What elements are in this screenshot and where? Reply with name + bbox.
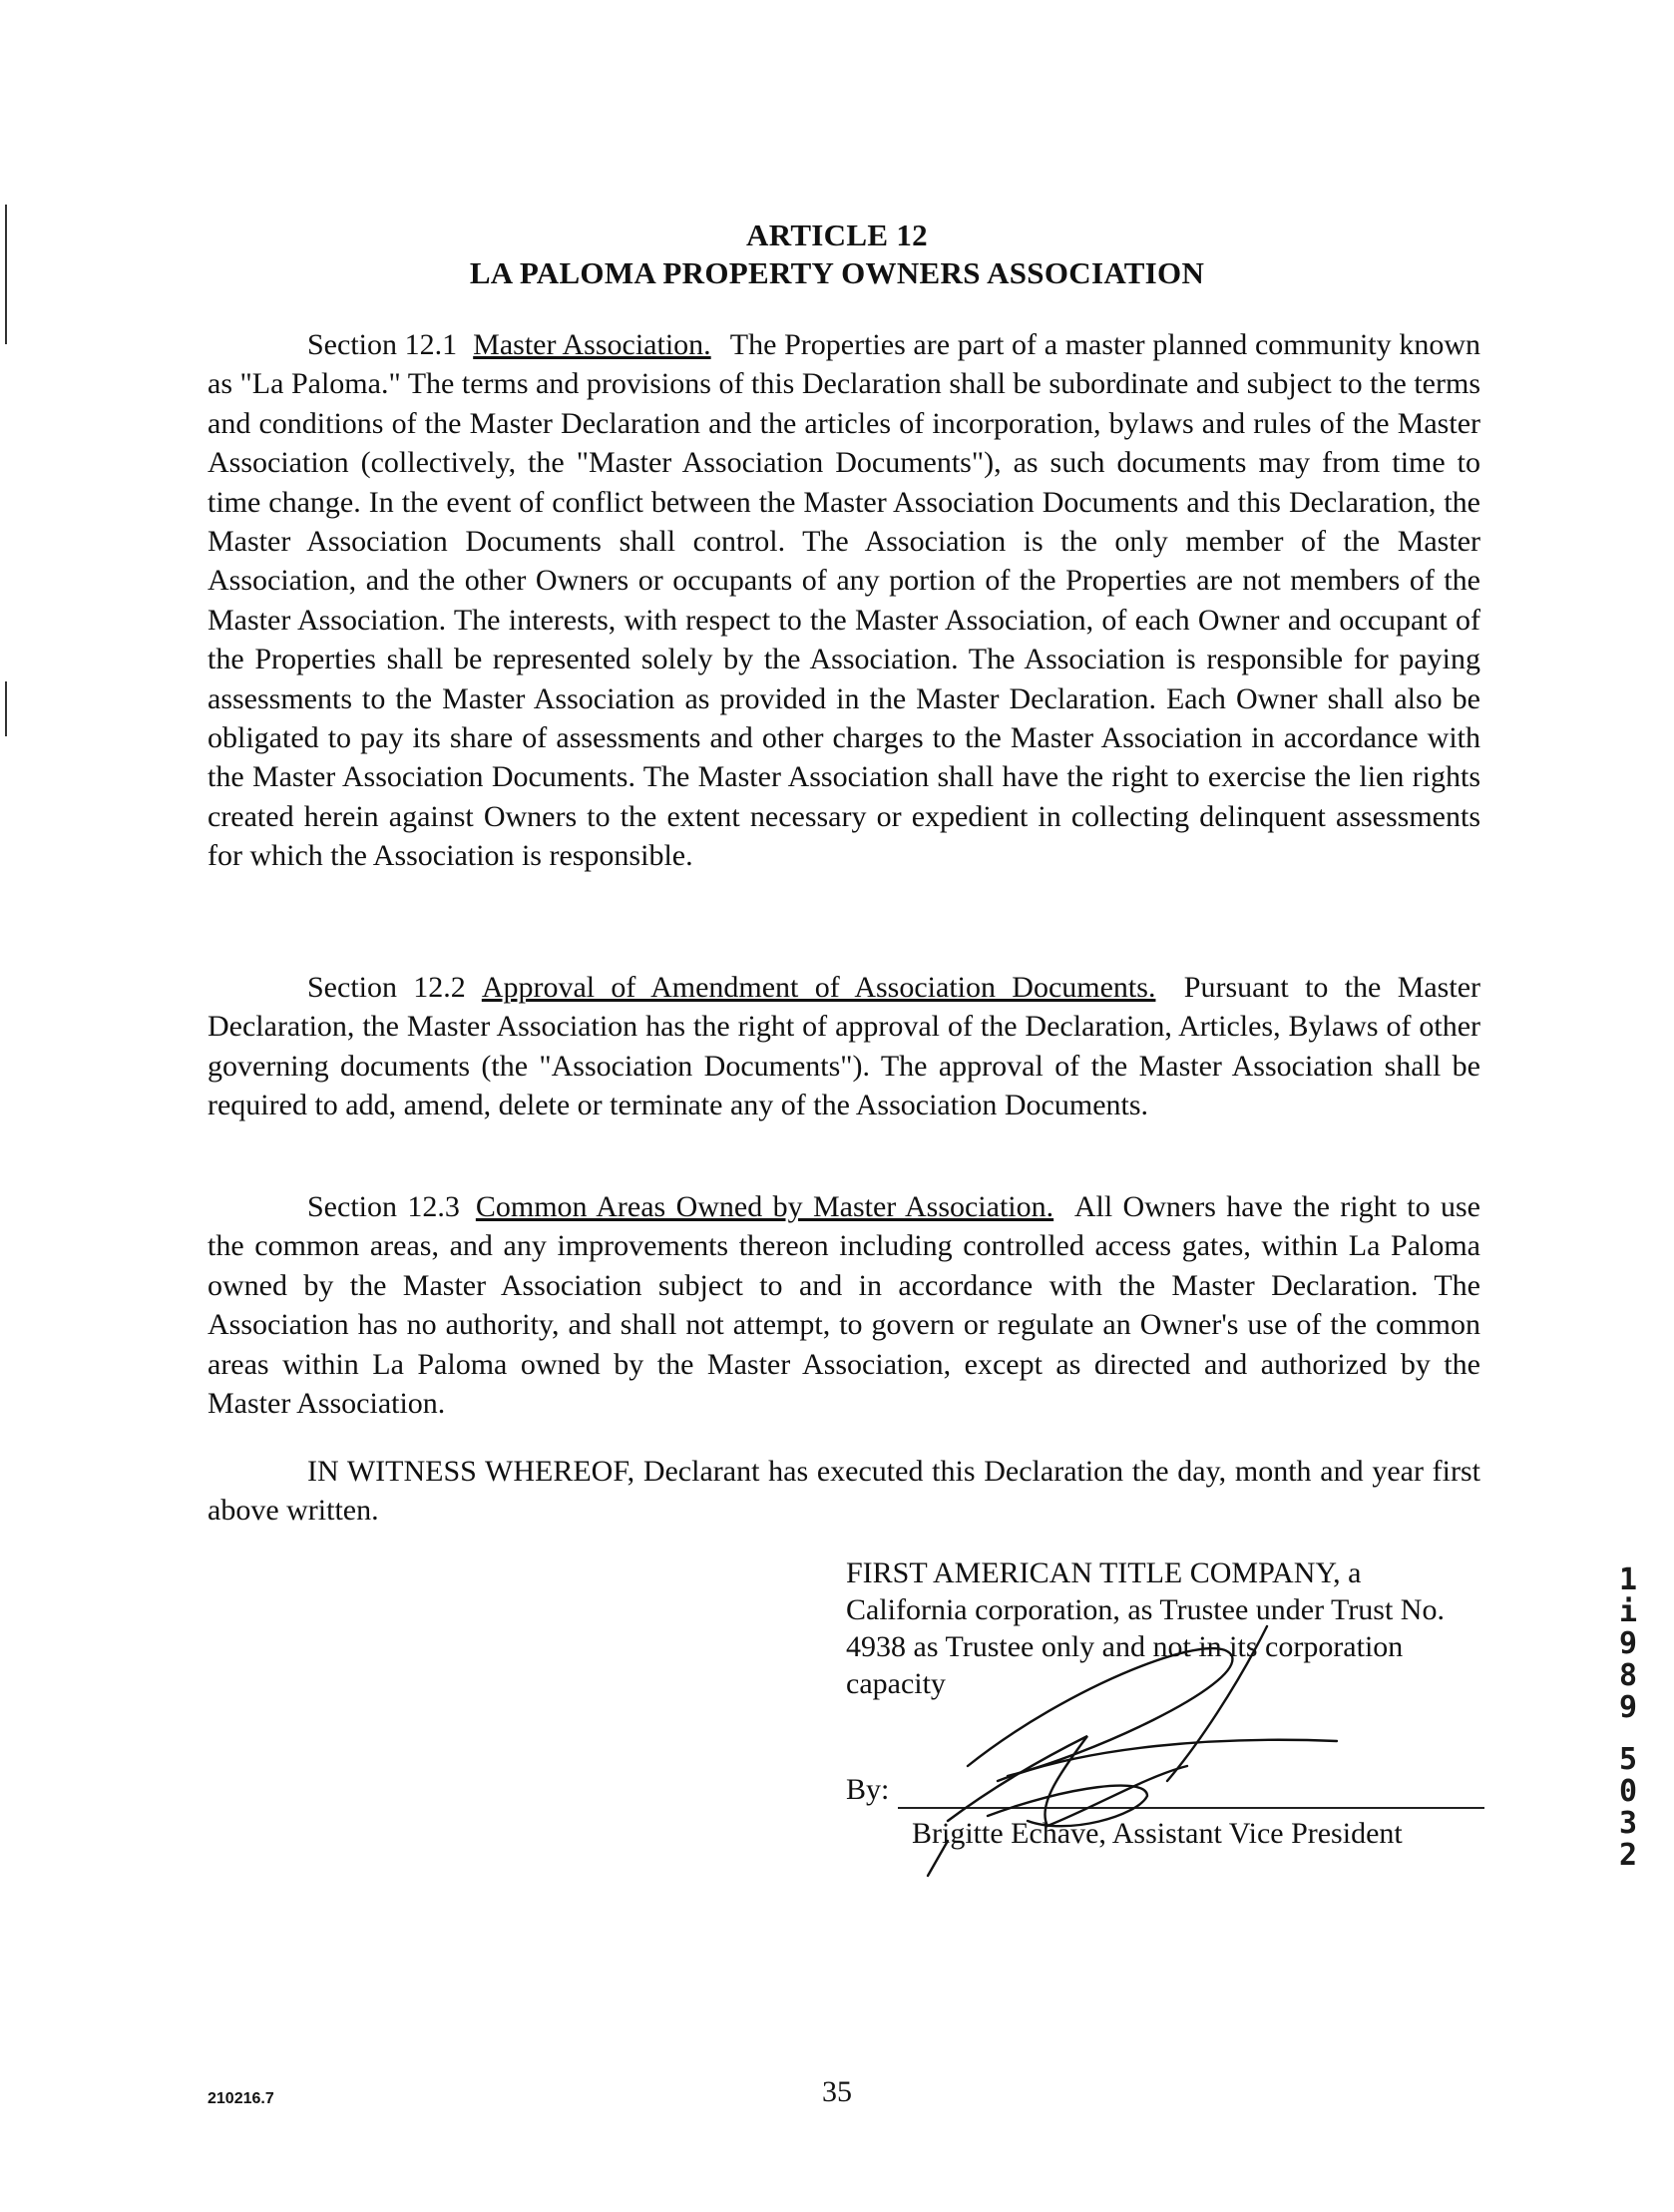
section-heading: Master Association. [473, 328, 711, 361]
trustee-block: FIRST AMERICAN TITLE COMPANY, a California corporation, as Trustee under Trust No. 4938 as Trustee only and not in its corporation capacity [846, 1556, 1445, 1700]
witness-clause: IN WITNESS WHEREOF, Declarant has executed this Declaration the day, month and year first above written. [208, 1455, 1480, 1528]
section-body: All Owners have the right to use the common areas, and any improvements thereon including controlled access gates, within La Paloma owned by the Master Association subject to and in accordance with the Master Declaration. The Association has no authority, and shall not attempt, to govern or regulate an Owner's use of the common areas within La Paloma owned by the Master Association, except as directed and authorized by the Master Association. [208, 1190, 1480, 1421]
section-heading: Common Areas Owned by Master Association. [475, 1190, 1054, 1223]
stamp-digit: 8 [1618, 1658, 1638, 1693]
stamp-digit: 5 [1618, 1742, 1638, 1777]
recording-stamp [1608, 1564, 1648, 1872]
article-number: ARTICLE 12 [746, 218, 928, 252]
stamp-digit [1608, 1724, 1648, 1744]
document-id: 210216.7 [208, 2090, 274, 2107]
section-12-1 [208, 325, 1480, 876]
section-number: Section 12.1 [307, 328, 458, 361]
stamp-digit: 0 [1618, 1774, 1638, 1809]
section-number: Section 12.2 [307, 971, 466, 1004]
section-12-2 [208, 968, 1480, 1125]
stamp-digit: 1 [1618, 1562, 1638, 1597]
stamp-digit: i [1618, 1594, 1638, 1629]
handwritten-signature [888, 1606, 1407, 1886]
signer-name: Brigitte Echave, Assistant Vice President [912, 1817, 1403, 1850]
section-heading: Approval of Amendment of Association Documents. [481, 971, 1156, 1004]
section-number: Section 12.3 [307, 1190, 460, 1223]
article-title: LA PALOMA PROPERTY OWNERS ASSOCIATION [469, 255, 1205, 290]
page-number: 35 [822, 2075, 852, 2108]
by-label: By: [846, 1773, 890, 1806]
stamp-digit: 3 [1618, 1806, 1638, 1841]
section-body: The Properties are part of a master planned community known as "La Paloma." The terms and provisions of this Declaration shall be subordinate and subject to the terms and conditions of the Master Declaration and the articles of incorporation, bylaws and rules of the Master Association (collectively, the "Master Association Documents"), as such documents may from time to time change. In the event of conflict between the Master Association Documents and this Declaration, the Master Association Documents shall control. The Association is the only member of the Master Association, and the other Owners or occupants of any portion of the Properties are not members of the Master Association. The interests, with respect to the Master Association, of each Owner and occupant of the Properties shall be represented solely by the Association. The Association is responsible for paying assessments to the Master Association as provided in the Master Declaration. Each Owner shall also be obligated to pay its share of assessments and other charges to the Master Association in accordance with the Master Association Documents. The Master Association shall have the right to exercise the lien rights created herein against Owners to the extent necessary or expedient in collecting delinquent assessments for which the Association is responsible. [208, 328, 1480, 873]
stamp-digit: 9 [1618, 1626, 1638, 1661]
margin-mark [5, 681, 7, 736]
section-12-3 [208, 1187, 1480, 1423]
section-body: Pursuant to the Master Declaration, the Master Association has the right of approval of the Declaration, Articles, Bylaws of other governing documents (the "Association Documents"). The approval of the Master Association shall be required to add, amend, delete or terminate any of the Association Documents. [208, 971, 1480, 1122]
stamp-digit: 9 [1618, 1690, 1638, 1725]
stamp-digit: 2 [1618, 1838, 1638, 1873]
